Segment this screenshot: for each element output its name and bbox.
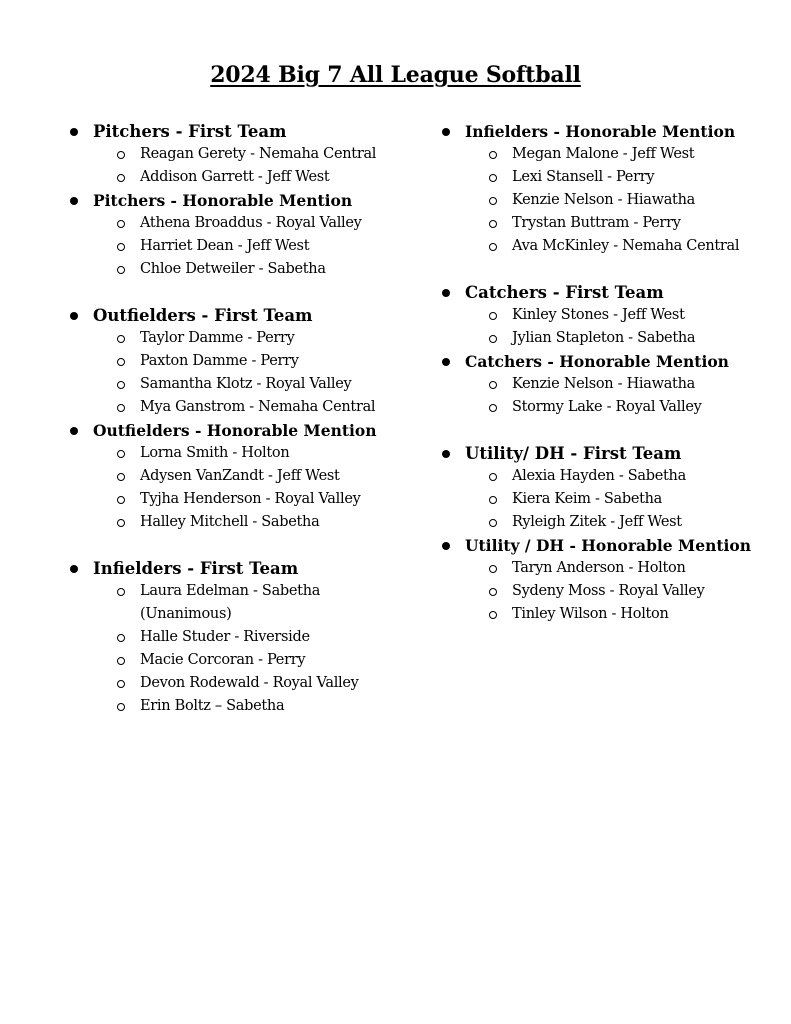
bullet-icon <box>70 312 78 320</box>
player-name: Sydeny Moss - Royal Valley <box>512 583 705 599</box>
player-list <box>442 557 762 626</box>
player-list-item <box>442 580 762 603</box>
bullet-icon <box>442 542 450 550</box>
hollow-bullet-icon <box>117 335 125 343</box>
hollow-bullet-icon <box>117 634 125 642</box>
section-heading <box>442 281 762 304</box>
section-heading <box>70 557 400 580</box>
section-heading-text: Outfielders - First Team <box>93 306 313 325</box>
player-list <box>442 465 762 534</box>
hollow-bullet-icon <box>489 243 497 251</box>
bullet-icon <box>442 450 450 458</box>
hollow-bullet-icon <box>117 496 125 504</box>
player-list-item <box>70 672 400 695</box>
hollow-bullet-icon <box>117 519 125 527</box>
hollow-bullet-icon <box>117 703 125 711</box>
player-name: Lexi Stansell - Perry <box>512 169 655 185</box>
hollow-bullet-icon <box>117 151 125 159</box>
player-list-item <box>442 373 762 396</box>
section-infielders-honorable-mention <box>442 120 762 258</box>
player-name: Reagan Gerety - Nemaha Central <box>140 146 377 162</box>
hollow-bullet-icon <box>489 588 497 596</box>
player-list-item <box>442 557 762 580</box>
hollow-bullet-icon <box>117 404 125 412</box>
player-list-item <box>70 166 400 189</box>
player-list <box>70 442 400 534</box>
player-list-item <box>70 488 400 511</box>
section-heading-text: Catchers - First Team <box>465 283 664 302</box>
section-heading-text: Pitchers - First Team <box>93 122 287 141</box>
player-name: Macie Corcoran - Perry <box>140 652 306 668</box>
section-utility-dh-first-team <box>442 442 762 534</box>
section-heading <box>442 120 762 143</box>
section-outfielders-honorable-mention <box>70 419 400 534</box>
section-pitchers-honorable-mention <box>70 189 400 281</box>
section-heading <box>442 534 762 557</box>
player-name: Mya Ganstrom - Nemaha Central <box>140 399 376 415</box>
left-column <box>70 120 400 718</box>
hollow-bullet-icon <box>489 496 497 504</box>
hollow-bullet-icon <box>489 174 497 182</box>
player-list-item <box>70 373 400 396</box>
player-list-item <box>70 649 400 672</box>
hollow-bullet-icon <box>489 381 497 389</box>
section-catchers-honorable-mention <box>442 350 762 419</box>
hollow-bullet-icon <box>489 197 497 205</box>
hollow-bullet-icon <box>117 450 125 458</box>
hollow-bullet-icon <box>489 151 497 159</box>
bullet-icon <box>442 128 450 136</box>
bullet-icon <box>70 427 78 435</box>
section-heading-text: Pitchers - Honorable Mention <box>93 191 353 210</box>
bullet-icon <box>70 128 78 136</box>
player-name: Chloe Detweiler - Sabetha <box>140 261 326 277</box>
player-list-item <box>442 396 762 419</box>
hollow-bullet-icon <box>489 220 497 228</box>
player-list-item <box>442 603 762 626</box>
section-heading <box>70 189 400 212</box>
player-list-item <box>442 304 762 327</box>
player-list <box>442 373 762 419</box>
right-column <box>442 120 762 626</box>
player-list-item <box>442 189 762 212</box>
player-name: Paxton Damme - Perry <box>140 353 299 369</box>
player-list-item <box>442 511 762 534</box>
player-list-item <box>442 465 762 488</box>
player-name: Megan Malone - Jeff West <box>512 146 695 162</box>
player-list-item <box>70 465 400 488</box>
player-list <box>442 304 762 350</box>
hollow-bullet-icon <box>117 266 125 274</box>
hollow-bullet-icon <box>117 657 125 665</box>
section-heading-text: Utility/ DH - First Team <box>465 444 682 463</box>
player-name: Halle Studer - Riverside <box>140 629 310 645</box>
bullet-icon <box>442 289 450 297</box>
page-title: 2024 Big 7 All League Softball <box>210 62 581 88</box>
hollow-bullet-icon <box>117 680 125 688</box>
player-list-item <box>70 580 400 626</box>
player-list-item <box>442 143 762 166</box>
player-list <box>70 212 400 281</box>
player-name: Halley Mitchell - Sabetha <box>140 514 320 530</box>
section-heading-text: Infielders - First Team <box>93 559 299 578</box>
player-name: Trystan Buttram - Perry <box>512 215 681 231</box>
player-list-item <box>442 212 762 235</box>
player-list-item <box>70 511 400 534</box>
player-list-item <box>70 396 400 419</box>
player-name: Taylor Damme - Perry <box>140 330 295 346</box>
player-name: Laura Edelman - Sabetha (Unanimous) <box>140 583 321 622</box>
player-name: Kenzie Nelson - Hiawatha <box>512 192 695 208</box>
hollow-bullet-icon <box>489 473 497 481</box>
player-name: Ava McKinley - Nemaha Central <box>512 238 740 254</box>
player-list-item <box>70 212 400 235</box>
player-list-item <box>70 258 400 281</box>
bullet-icon <box>70 565 78 573</box>
player-name: Kiera Keim - Sabetha <box>512 491 663 507</box>
player-list-item <box>442 488 762 511</box>
hollow-bullet-icon <box>489 611 497 619</box>
player-name: Tinley Wilson - Holton <box>512 606 669 622</box>
hollow-bullet-icon <box>117 243 125 251</box>
player-list <box>70 580 400 718</box>
player-name: Taryn Anderson - Holton <box>512 560 686 576</box>
bullet-icon <box>70 197 78 205</box>
hollow-bullet-icon <box>489 519 497 527</box>
section-heading <box>442 350 762 373</box>
player-list <box>442 143 762 258</box>
player-name: Ryleigh Zitek - Jeff West <box>512 514 682 530</box>
player-list-item <box>70 695 400 718</box>
section-pitchers-first-team <box>70 120 400 189</box>
player-name: Alexia Hayden - Sabetha <box>512 468 686 484</box>
hollow-bullet-icon <box>117 381 125 389</box>
section-heading-text: Infielders - Honorable Mention <box>465 122 736 141</box>
player-list-item <box>70 235 400 258</box>
player-list-item <box>442 327 762 350</box>
player-name: Athena Broaddus - Royal Valley <box>140 215 362 231</box>
section-heading <box>70 419 400 442</box>
hollow-bullet-icon <box>117 174 125 182</box>
section-heading-text: Utility / DH - Honorable Mention <box>465 536 752 555</box>
player-name: Kinley Stones - Jeff West <box>512 307 685 323</box>
section-heading <box>442 442 762 465</box>
player-name: Jylian Stapleton - Sabetha <box>512 330 696 346</box>
section-heading-text: Catchers - Honorable Mention <box>465 352 729 371</box>
player-name: Kenzie Nelson - Hiawatha <box>512 376 695 392</box>
player-list-item <box>70 327 400 350</box>
bullet-icon <box>442 358 450 366</box>
player-name: Addison Garrett - Jeff West <box>140 169 330 185</box>
player-list-item <box>442 166 762 189</box>
player-list <box>70 327 400 419</box>
player-name: Lorna Smith - Holton <box>140 445 290 461</box>
section-infielders-first-team <box>70 557 400 718</box>
section-heading-text: Outfielders - Honorable Mention <box>93 421 377 440</box>
player-list-item <box>70 442 400 465</box>
hollow-bullet-icon <box>489 565 497 573</box>
player-list <box>70 143 400 189</box>
hollow-bullet-icon <box>489 312 497 320</box>
hollow-bullet-icon <box>117 220 125 228</box>
player-list-item <box>70 143 400 166</box>
player-name: Tyjha Henderson - Royal Valley <box>140 491 361 507</box>
hollow-bullet-icon <box>117 473 125 481</box>
hollow-bullet-icon <box>489 335 497 343</box>
player-name: Harriet Dean - Jeff West <box>140 238 310 254</box>
hollow-bullet-icon <box>117 358 125 366</box>
player-list-item <box>70 626 400 649</box>
section-outfielders-first-team <box>70 304 400 419</box>
player-list-item <box>70 350 400 373</box>
player-name: Adysen VanZandt - Jeff West <box>140 468 340 484</box>
player-list-item <box>442 235 762 258</box>
hollow-bullet-icon <box>117 588 125 596</box>
section-catchers-first-team <box>442 281 762 350</box>
player-name: Erin Boltz – Sabetha <box>140 698 285 714</box>
section-heading <box>70 120 400 143</box>
section-heading <box>70 304 400 327</box>
player-name: Samantha Klotz - Royal Valley <box>140 376 352 392</box>
hollow-bullet-icon <box>489 404 497 412</box>
player-name: Stormy Lake - Royal Valley <box>512 399 702 415</box>
player-name: Devon Rodewald - Royal Valley <box>140 675 359 691</box>
section-utility-dh-honorable-mention <box>442 534 762 626</box>
